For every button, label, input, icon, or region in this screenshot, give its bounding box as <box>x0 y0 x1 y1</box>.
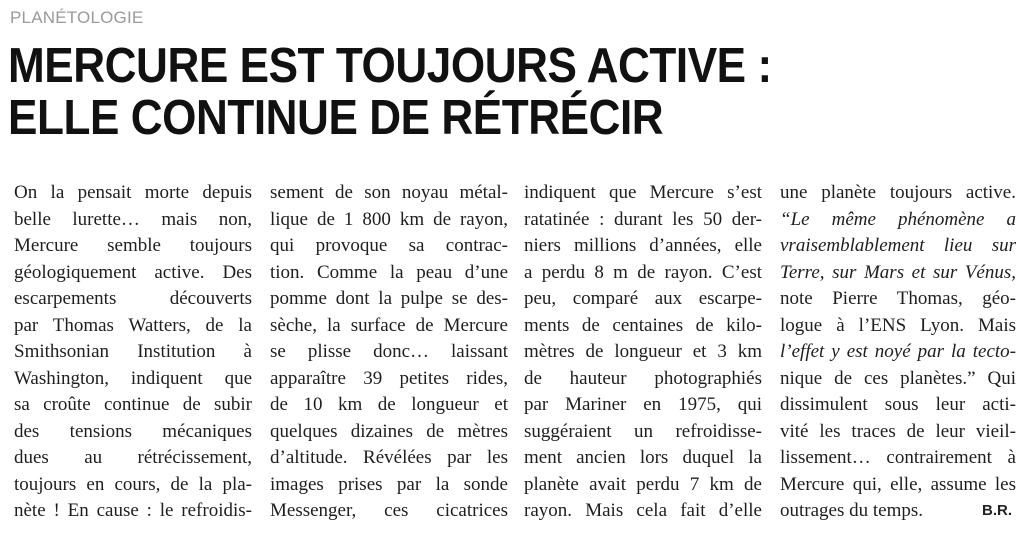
text-line: Messenger, ces cicatrices <box>270 500 508 521</box>
text-line: rayon. Mais cela fait d’elle <box>524 500 762 521</box>
text-line: sa croûte continue de subir <box>14 394 252 415</box>
text-line: lique de 1 800 km de rayon, <box>270 208 508 230</box>
text-line: logue à l’ENS Lyon. Mais <box>780 314 1016 336</box>
text-line: d’altitude. Révélées par les <box>270 447 508 468</box>
text-line: nète ! En cause : le refroidis- <box>14 500 252 521</box>
section-rubric: PLANÉTOLOGIE <box>10 8 144 27</box>
text-line: quelques dizaines de mètres <box>270 420 508 442</box>
article-column-4 <box>780 180 1016 525</box>
text-line: Washington, indiquent que <box>14 367 252 389</box>
text-line: par Mariner en 1975, qui <box>524 394 762 415</box>
text-line: sement de son noyau métal- <box>270 182 508 203</box>
text-line: Mercure semble toujours <box>14 235 252 256</box>
text-line: se plisse donc… laissant <box>270 341 508 362</box>
headline-line-2: ELLE CONTINUE DE RÉTRÉCIR <box>8 91 664 145</box>
article-column-3 <box>524 180 762 525</box>
quote-line: vraisemblablement lieu sur <box>780 235 1016 256</box>
text-line: par Thomas Watters, de la <box>14 314 252 336</box>
text-line: lissement… contrairement à <box>780 447 1016 468</box>
text-line: note Pierre Thomas, géo- <box>780 288 1016 309</box>
text-line: vité les traces de leur vieil- <box>780 420 1016 442</box>
text-line: dues au rétrécissement, <box>14 447 252 468</box>
text-line: ment ancien lors duquel la <box>524 447 762 468</box>
text-line: belle lurette… mais non, <box>14 208 252 230</box>
text-line: images prises par la sonde <box>270 473 508 495</box>
text-line: ments de centaines de kilo- <box>524 314 762 336</box>
text-line: de 10 km de longueur et <box>270 394 508 415</box>
text-line: tion. Comme la peau d’une <box>270 261 508 283</box>
text-line: des tensions mécaniques <box>14 420 252 442</box>
text-line: ratatinée : durant les 50 der- <box>524 208 762 230</box>
text-line: suggéraient un refroidisse- <box>524 420 762 442</box>
text-line: peu, comparé aux escarpe- <box>524 288 762 309</box>
text-line: niers millions d’années, elle <box>524 235 762 256</box>
text-line: mètres de longueur et 3 km <box>524 341 762 362</box>
text-line: toujours en cours, de la pla- <box>14 473 252 495</box>
text-line: nique de ces planètes.” Qui <box>780 367 1016 389</box>
headline <box>8 40 917 144</box>
text-line: planète avait perdu 7 km de <box>524 473 762 495</box>
text-line: Smithsonian Institution à <box>14 341 252 362</box>
quote-line: Terre, sur Mars et sur Vénus, <box>780 261 1016 283</box>
article-column-2 <box>270 180 508 525</box>
text-line: outrages du temps. <box>780 500 924 521</box>
text-line: géologiquement active. Des <box>14 261 252 283</box>
quote-line: l’effet y est noyé par la tecto- <box>780 341 1016 362</box>
quote-line: “Le même phénomène a <box>780 208 1016 230</box>
text-line: apparaître 39 petites rides, <box>270 367 508 389</box>
text-line: de hauteur photographiés <box>524 367 762 389</box>
text-line: Mercure qui, elle, assume les <box>780 473 1016 495</box>
text-line: qui provoque sa contrac- <box>270 235 508 256</box>
text-line: a perdu 8 m de rayon. C’est <box>524 261 762 283</box>
text-line: sèche, la surface de Mercure <box>270 314 508 336</box>
text-line: On la pensait morte depuis <box>14 182 252 203</box>
text-line: escarpements découverts <box>14 288 252 309</box>
text-line: indiquent que Mercure s’est <box>524 182 762 203</box>
headline-line-1: MERCURE EST TOUJOURS ACTIVE : <box>8 39 772 93</box>
text-line: dissimulent sous leur acti- <box>780 394 1016 415</box>
text-line: pomme dont la pulpe se des- <box>270 288 508 309</box>
author-signature: B.R. <box>982 502 1012 519</box>
article-column-1 <box>14 180 252 525</box>
text-line: une planète toujours active. <box>780 182 1016 203</box>
